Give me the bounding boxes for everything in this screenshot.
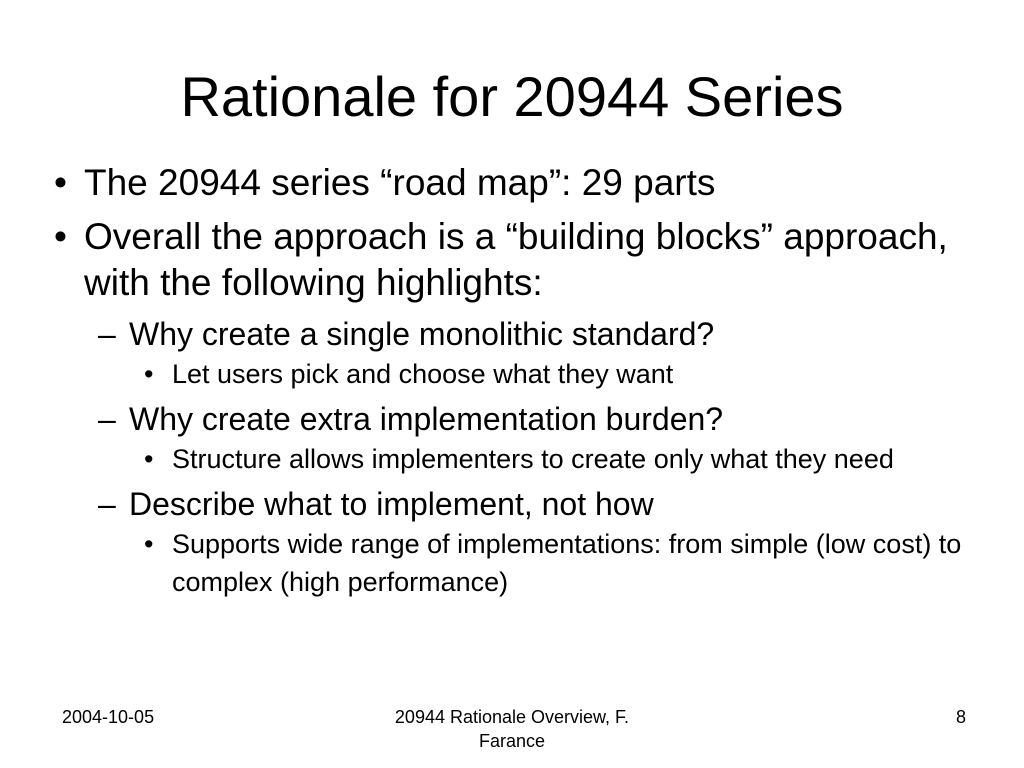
footer-title: 20944 Rationale Overview, F. Farance bbox=[394, 707, 630, 751]
bullet-marker: • bbox=[144, 444, 154, 474]
detail-pick-and-choose bbox=[144, 355, 994, 393]
detail-text: Structure allows implementers to create only what they need bbox=[172, 444, 894, 474]
slide-number: 8 bbox=[955, 707, 966, 727]
bullet-text: The 20944 series “road map”: 29 parts bbox=[84, 162, 716, 203]
sub-point-text: Why create a single monolithic standard? bbox=[129, 316, 715, 352]
sub-point-monolithic bbox=[98, 314, 994, 354]
slide-title: Rationale for 20944 Series bbox=[180, 65, 844, 128]
bullet-marker: • bbox=[144, 529, 154, 559]
bullet-marker: • bbox=[54, 216, 67, 257]
sub-point-text: Describe what to implement, not how bbox=[129, 486, 654, 522]
bullet-building-blocks bbox=[54, 214, 994, 306]
dash-marker: – bbox=[98, 316, 116, 352]
detail-text: Let users pick and choose what they want bbox=[172, 359, 674, 389]
sub-point-text: Why create extra implementation burden? bbox=[129, 401, 724, 437]
bullet-marker: • bbox=[144, 359, 154, 389]
bullet-marker: • bbox=[54, 162, 67, 203]
detail-structure bbox=[144, 440, 994, 478]
detail-range bbox=[144, 525, 994, 601]
dash-marker: – bbox=[98, 486, 116, 522]
sub-point-burden bbox=[98, 399, 994, 439]
bullet-list bbox=[54, 160, 994, 603]
bullet-text: Overall the approach is a “building blocks” approach, with the following highlights: bbox=[84, 216, 948, 303]
footer-date: 2004-10-05 bbox=[62, 707, 155, 727]
detail-text: Supports wide range of implementations: from simple (low cost) to complex (high performance) bbox=[172, 529, 962, 597]
dash-marker: – bbox=[98, 401, 116, 437]
bullet-road-map bbox=[54, 160, 994, 206]
sub-point-what-not-how bbox=[98, 484, 994, 524]
